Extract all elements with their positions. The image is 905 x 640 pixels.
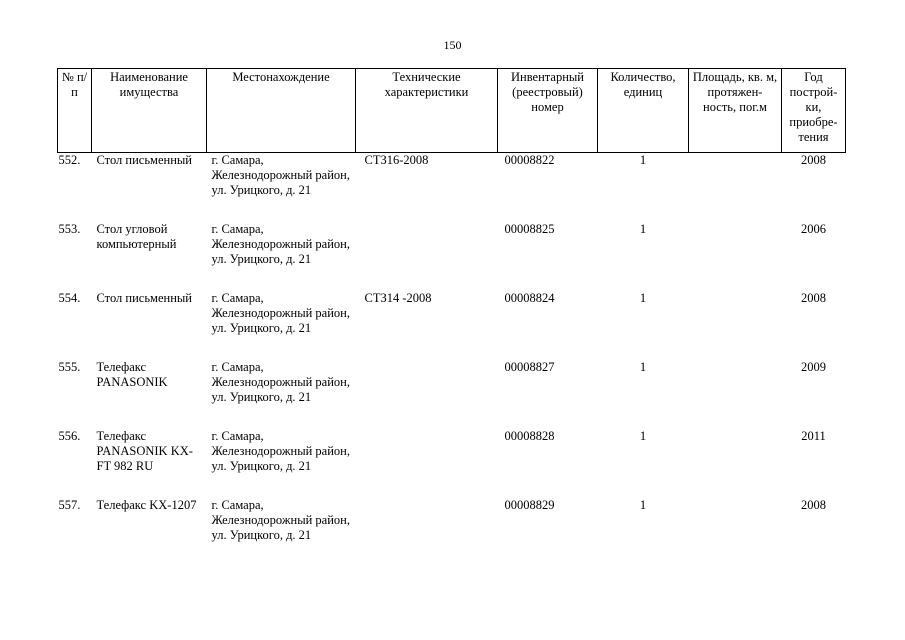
row-tech bbox=[356, 429, 498, 498]
row-year: 2009 bbox=[801, 359, 826, 374]
table-row bbox=[58, 360, 846, 429]
header-tech: Технические характеристики bbox=[356, 69, 498, 153]
row-quantity: 1 bbox=[639, 290, 647, 305]
row-quantity: 1 bbox=[639, 428, 647, 443]
row-name: Телефакс PANASONIK bbox=[96, 359, 168, 389]
row-tech: СТЗ14 -2008 bbox=[364, 290, 432, 305]
row-location: г. Самара, Железнодорожный район, ул. Урицкого, д. 21 bbox=[211, 497, 350, 542]
header-area: Площадь, кв. м, протяжен-ность, пог.м bbox=[689, 69, 782, 153]
row-location: г. Самара, Железнодорожный район, ул. Урицкого, д. 21 bbox=[211, 153, 350, 197]
row-quantity: 1 bbox=[639, 221, 647, 236]
row-number: 555. bbox=[58, 359, 81, 374]
row-area bbox=[689, 222, 782, 291]
row-tech bbox=[356, 360, 498, 429]
row-quantity: 1 bbox=[639, 153, 647, 167]
table-row bbox=[58, 153, 846, 222]
row-area bbox=[689, 429, 782, 498]
row-inventory: 00008825 bbox=[504, 221, 555, 236]
row-location: г. Самара, Железнодорожный район, ул. Урицкого, д. 21 bbox=[211, 221, 350, 266]
row-inventory: 00008829 bbox=[504, 497, 555, 512]
header-quantity: Количество, единиц bbox=[598, 69, 689, 153]
row-name: Телефакс PANASONIK KX-FT 982 RU bbox=[96, 428, 193, 473]
row-tech: СТЗ16-2008 bbox=[364, 153, 429, 167]
page-number: 150 bbox=[443, 38, 462, 52]
row-inventory: 00008827 bbox=[504, 359, 555, 374]
table-row bbox=[58, 222, 846, 291]
row-quantity: 1 bbox=[639, 497, 647, 512]
row-year: 2008 bbox=[801, 153, 826, 167]
row-location: г. Самара, Железнодорожный район, ул. Урицкого, д. 21 bbox=[211, 290, 350, 335]
header-location: Местонахождение bbox=[207, 69, 356, 153]
row-name: Телефакс KX-1207 bbox=[96, 497, 197, 512]
row-location: г. Самара, Железнодорожный район, ул. Урицкого, д. 21 bbox=[211, 359, 350, 404]
row-tech bbox=[356, 222, 498, 291]
row-year: 2011 bbox=[801, 428, 826, 443]
header-name: Наименование имущества bbox=[92, 69, 207, 153]
table-header-row bbox=[58, 69, 846, 153]
header-year: Год построй-ки, приобре-тения bbox=[782, 69, 846, 153]
row-number: 557. bbox=[58, 497, 81, 512]
row-inventory: 00008828 bbox=[504, 428, 555, 443]
row-location: г. Самара, Железнодорожный район, ул. Урицкого, д. 21 bbox=[211, 428, 350, 473]
row-area bbox=[689, 291, 782, 360]
row-name: Стол угловой компьютерный bbox=[96, 221, 177, 251]
header-number: № п/п bbox=[58, 69, 92, 153]
row-tech bbox=[356, 498, 498, 567]
table-row bbox=[58, 429, 846, 498]
table-row bbox=[58, 498, 846, 567]
row-name: Стол письменный bbox=[96, 153, 192, 167]
row-area bbox=[689, 153, 782, 222]
row-number: 552. bbox=[58, 153, 81, 167]
row-number: 556. bbox=[58, 428, 81, 443]
row-year: 2008 bbox=[801, 497, 826, 512]
row-inventory: 00008822 bbox=[504, 153, 555, 167]
row-inventory: 00008824 bbox=[504, 290, 555, 305]
row-number: 553. bbox=[58, 221, 81, 236]
property-table bbox=[57, 68, 846, 567]
row-area bbox=[689, 498, 782, 567]
row-year: 2006 bbox=[801, 221, 826, 236]
row-area bbox=[689, 360, 782, 429]
row-quantity: 1 bbox=[639, 359, 647, 374]
row-name: Стол письменный bbox=[96, 290, 192, 305]
row-number: 554. bbox=[58, 290, 81, 305]
header-inventory: Инвентарный (реестровый) номер bbox=[498, 69, 598, 153]
table-row bbox=[58, 291, 846, 360]
row-year: 2008 bbox=[801, 290, 826, 305]
